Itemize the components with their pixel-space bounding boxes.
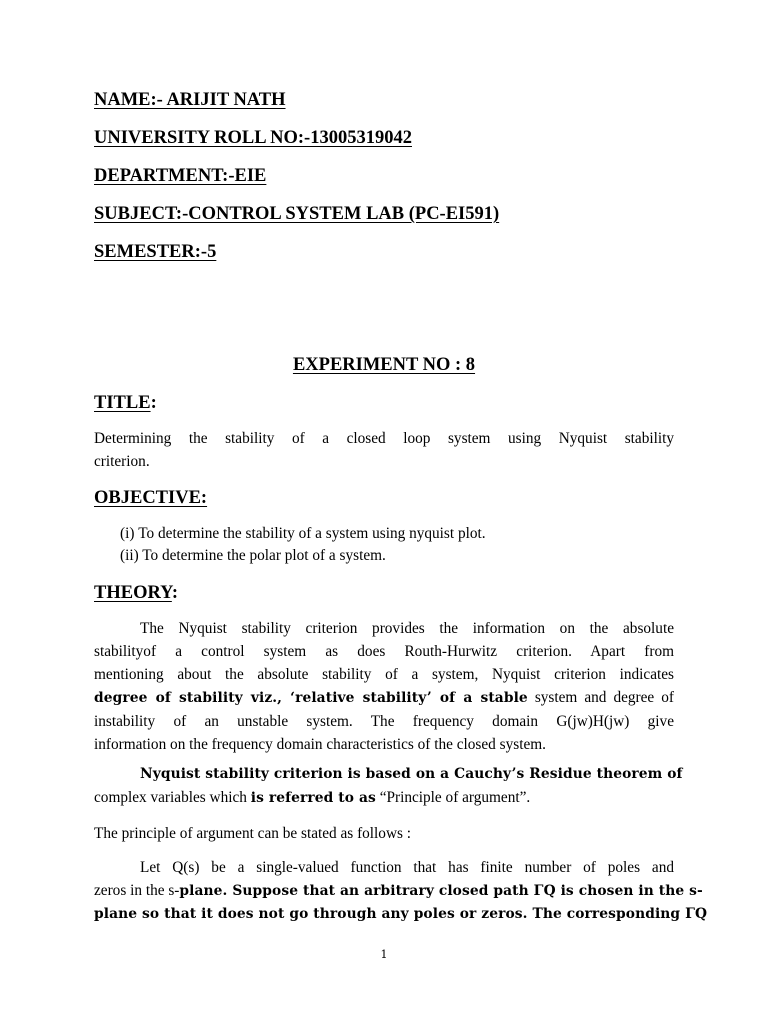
theory-p2-line-2 [94,786,674,810]
title-text [94,427,674,473]
title-heading [94,392,157,414]
theory-heading [94,582,178,604]
theory-p1-line-4-rest: system and degree of [527,689,674,706]
title-heading-colon: : [150,393,157,413]
theory-paragraph-4 [94,856,708,926]
theory-p1-line-5: instability of an unstable system. The frequency domain G(jw)H(jw) give [94,713,674,730]
title-line-1: Determining the stability of a closed loop system using Nyquist stability [94,430,674,447]
theory-paragraph-3 [94,822,674,845]
theory-p1-line-6: information on the frequency domain characteristics of the closed system. [94,736,546,753]
title-heading-text: TITLE [94,393,151,413]
theory-paragraph-1 [94,617,674,756]
theory-p2-line-2-bold: is referred to as [250,790,376,806]
theory-heading-text: THEORY [94,583,172,603]
theory-p4-line-2 [94,879,703,903]
theory-p1-line-4-bold: degree of stability viz., ‘relative stability’ of a stable [94,690,528,706]
theory-p4-line-3: plane so that it does not go through any poles or zeros. The corresponding ΓQ [94,906,708,922]
objective-item-2: (ii) To determine the polar plot of a system. [120,547,386,564]
theory-p2-line-1: Nyquist stability criterion is based on a Cauchy’s Residue theorem of [140,766,683,782]
semester: SEMESTER:-5 [94,242,217,262]
university-roll-no: UNIVERSITY ROLL NO:-13005319042 [94,128,412,148]
student-name: NAME:- ARIJIT NATH [94,90,286,110]
objective-item-1: (i) To determine the stability of a system using nyquist plot. [120,525,486,542]
objective-heading-text: OBJECTIVE: [94,488,208,508]
theory-p4-line-1: Let Q(s) be a single-valued function that has finite number of poles and [140,859,674,876]
theory-p4-line-2-a: zeros in the s- [94,882,180,899]
theory-p4-line-2-bold: plane. Suppose that an arbitrary closed path ΓQ is chosen in the s- [179,883,703,899]
subject: SUBJECT:-CONTROL SYSTEM LAB (PC-EI591) [94,204,500,224]
theory-p1-line-1: The Nyquist stability criterion provides the information on the absolute [140,620,674,637]
title-line-2: criterion. [94,453,150,470]
theory-p3-line-1: The principle of argument can be stated as follows : [94,825,412,842]
theory-p1-line-2: stabilityof a control system as does Routh-Hurwitz criterion. Apart from [94,643,674,660]
page-number: 1 [380,948,388,961]
department: DEPARTMENT:-EIE [94,166,267,186]
theory-p2-line-2-c: “Principle of argument”. [375,789,531,806]
theory-p2-line-2-a: complex variables which [94,789,251,806]
theory-p1-line-3: mentioning about the absolute stability of a system, Nyquist criterion indicates [94,666,674,683]
theory-heading-colon: : [171,583,179,603]
objective-heading [94,487,207,509]
theory-p1-line-4 [94,686,674,710]
experiment-number: EXPERIMENT NO : 8 [292,355,476,375]
theory-paragraph-2 [94,763,683,810]
